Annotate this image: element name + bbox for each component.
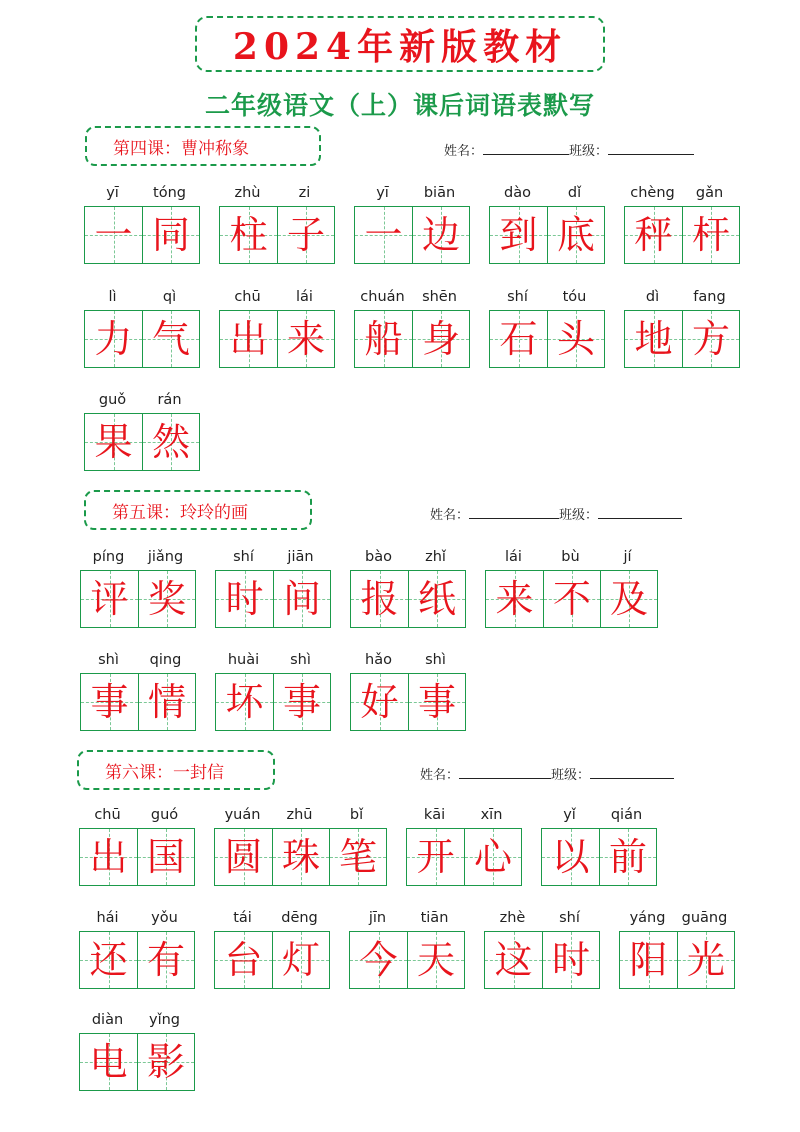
word-row [84,284,759,368]
pinyin-syllable: dǐ [567,185,582,201]
writing-grid [84,413,200,471]
pinyin-row [84,387,200,413]
hanzi-character: 今 [359,938,398,982]
pinyin-syllable: diàn [91,1012,124,1028]
pinyin-syllable: fang [693,289,726,305]
hanzi-character: 评 [90,577,129,621]
word-row [84,387,219,471]
lesson-label: 第四课：曹冲称象 [85,126,321,166]
vocab-word [484,905,600,989]
pinyin-syllable: chèng [630,185,675,201]
lesson-section [0,490,800,724]
pinyin-syllable: xīn [480,807,503,823]
vocab-word [354,284,470,368]
hanzi-character: 还 [89,938,128,982]
hanzi-character: 台 [224,938,263,982]
hanzi-character: 到 [499,213,538,257]
pinyin-syllable: zhǐ [425,549,446,565]
pinyin-syllable: lái [505,549,522,565]
pinyin-row [489,180,605,206]
pinyin-syllable: shí [507,289,528,305]
pinyin-syllable: lì [108,289,117,305]
vocab-word [350,544,466,628]
hanzi-character: 光 [686,938,725,982]
vocab-word [489,284,605,368]
pinyin-syllable: bào [365,549,392,565]
hanzi-character: 情 [147,680,186,724]
vocab-word [79,802,195,886]
tianzige-cell [80,1034,137,1090]
pinyin-syllable: biān [423,185,456,201]
tianzige-cell [682,311,739,367]
tianzige-cell [81,674,138,730]
hanzi-character: 头 [556,317,595,361]
pinyin-syllable: guāng [681,910,728,926]
pinyin-row [219,284,335,310]
pinyin-syllable: yī [376,185,389,201]
tianzige-cell [407,829,464,885]
pinyin-syllable: yǒu [151,910,178,926]
pinyin-row [485,544,658,570]
vocab-word [624,284,740,368]
vocab-word [215,544,331,628]
vocab-word [214,802,387,886]
pinyin-row [406,802,522,828]
pinyin-syllable: rán [157,392,182,408]
pinyin-syllable: yǐng [148,1012,180,1028]
pinyin-row [541,802,657,828]
tianzige-cell [350,932,407,988]
pinyin-syllable: qián [610,807,643,823]
title-frame [195,16,605,72]
page-subtitle: 二年级语文（上）课后词语表默写 [204,91,595,120]
pinyin-row [79,1007,195,1033]
writing-grid [214,828,387,886]
pinyin-row [624,180,740,206]
pinyin-row [214,905,330,931]
pinyin-syllable: hǎo [365,652,392,668]
word-row [79,802,676,886]
vocab-word [219,284,335,368]
hanzi-character: 笔 [338,835,377,879]
pinyin-syllable: lái [296,289,313,305]
pinyin-syllable: jí [623,549,632,565]
hanzi-character: 气 [151,317,190,361]
hanzi-character: 影 [146,1040,185,1084]
writing-grid [214,931,330,989]
pinyin-row [215,544,331,570]
name-class-fields [430,504,682,523]
writing-grid [624,206,740,264]
pinyin-syllable: shí [559,910,580,926]
hanzi-character: 时 [551,938,590,982]
tianzige-cell [355,207,412,263]
pinyin-row [350,544,466,570]
tianzige-cell [625,311,682,367]
hanzi-character: 身 [421,317,460,361]
tianzige-cell [85,311,142,367]
writing-grid [489,310,605,368]
pinyin-row [624,284,740,310]
hanzi-character: 果 [94,420,133,464]
writing-grid [485,570,658,628]
tianzige-cell [547,207,604,263]
tianzige-cell [215,932,272,988]
pinyin-syllable: bù [561,549,580,565]
class-label: 班级： [551,768,591,783]
hanzi-character: 力 [94,317,133,361]
pinyin-syllable: zhù [234,185,261,201]
vocab-word [84,387,200,471]
tianzige-cell [412,207,469,263]
hanzi-character: 事 [90,680,129,724]
pinyin-syllable: zhū [286,807,313,823]
tianzige-cell [408,571,465,627]
tianzige-cell [542,932,599,988]
tianzige-cell [137,932,194,988]
pinyin-row [80,544,196,570]
hanzi-character: 心 [473,835,512,879]
pinyin-row [219,180,335,206]
tianzige-cell [220,207,277,263]
hanzi-character: 开 [416,835,455,879]
pinyin-syllable: shēn [422,289,457,305]
hanzi-character: 杆 [691,213,730,257]
tianzige-cell [137,1034,194,1090]
hanzi-character: 方 [691,317,730,361]
vocab-word [619,905,735,989]
pinyin-row [214,802,387,828]
writing-grid [619,931,735,989]
tianzige-cell [677,932,734,988]
hanzi-character: 出 [89,835,128,879]
vocab-word [79,1007,195,1091]
pinyin-syllable: tóng [153,185,186,201]
pinyin-syllable: zhè [499,910,526,926]
hanzi-character: 船 [364,317,403,361]
pinyin-syllable: yuán [224,807,261,823]
vocab-word [214,905,330,989]
pinyin-row [84,180,200,206]
hanzi-character: 这 [494,938,533,982]
pinyin-row [80,647,196,673]
class-blank[interactable] [590,764,674,779]
pinyin-syllable: dì [645,289,660,305]
hanzi-character: 事 [282,680,321,724]
vocab-word [219,180,335,264]
hanzi-character: 好 [360,680,399,724]
vocab-word [84,284,200,368]
word-row [79,1007,214,1091]
hanzi-character: 一 [364,213,403,257]
name-class-fields [444,140,694,159]
writing-grid [219,310,335,368]
hanzi-character: 以 [551,835,590,879]
lesson-label: 第五课：玲玲的画 [84,490,312,530]
hanzi-character: 底 [556,213,595,257]
tianzige-cell [277,207,334,263]
tianzige-cell [81,571,138,627]
writing-grid [354,206,470,264]
hanzi-character: 秤 [634,213,673,257]
class-blank[interactable] [608,140,694,155]
hanzi-character: 时 [225,577,264,621]
pinyin-syllable: shì [290,652,311,668]
word-row [80,647,485,731]
writing-grid [541,828,657,886]
pinyin-syllable: gǎn [695,185,724,201]
hanzi-character: 地 [634,317,673,361]
hanzi-character: 国 [146,835,185,879]
pinyin-syllable: píng [92,549,125,565]
pinyin-syllable: tái [233,910,252,926]
tianzige-cell [216,674,273,730]
writing-grid [80,673,196,731]
hanzi-character: 子 [286,213,325,257]
tianzige-cell [486,571,543,627]
tianzige-cell [80,932,137,988]
pinyin-syllable: dào [504,185,531,201]
pinyin-syllable: qì [162,289,177,305]
vocab-word [485,544,658,628]
pinyin-syllable: jiǎng [147,549,184,565]
hanzi-character: 事 [417,680,456,724]
writing-grid [349,931,465,989]
hanzi-character: 柱 [229,213,268,257]
tianzige-cell [329,829,386,885]
word-row [79,905,754,989]
tianzige-cell [412,311,469,367]
tianzige-cell [137,829,194,885]
tianzige-cell [490,207,547,263]
lesson-header [0,490,800,540]
lesson-header [0,750,800,800]
pinyin-syllable: yǐ [563,807,576,823]
pinyin-syllable: qing [149,652,182,668]
tianzige-cell [272,829,329,885]
pinyin-syllable: shí [233,549,254,565]
tianzige-cell [142,207,199,263]
hanzi-character: 圆 [224,835,263,879]
pinyin-syllable: huài [227,652,260,668]
writing-grid [624,310,740,368]
name-class-fields [420,764,674,783]
tianzige-cell [216,571,273,627]
vocab-word [406,802,522,886]
vocab-word [489,180,605,264]
hanzi-character: 灯 [281,938,320,982]
tianzige-cell [272,932,329,988]
writing-grid [215,673,331,731]
vocab-word [80,544,196,628]
pinyin-syllable: bǐ [349,807,364,823]
lesson-section [0,750,800,1084]
pinyin-row [215,647,331,673]
tianzige-cell [543,571,600,627]
pinyin-row [619,905,735,931]
tianzige-cell [138,674,195,730]
hanzi-character: 天 [416,938,455,982]
tianzige-cell [138,571,195,627]
hanzi-character: 石 [499,317,538,361]
vocab-word [79,905,195,989]
writing-grid [354,310,470,368]
writing-grid [484,931,600,989]
pinyin-row [84,284,200,310]
tianzige-cell [142,311,199,367]
tianzige-cell [625,207,682,263]
tianzige-cell [351,571,408,627]
hanzi-character: 来 [495,577,534,621]
class-label: 班级： [569,144,609,159]
pinyin-syllable: chuán [360,289,405,305]
pinyin-row [79,802,195,828]
pinyin-syllable: tiān [420,910,449,926]
name-label: 姓名： [444,144,484,159]
hanzi-character: 然 [151,420,190,464]
tianzige-cell [80,829,137,885]
vocab-word [215,647,331,731]
hanzi-character: 电 [89,1040,128,1084]
tianzige-cell [273,571,330,627]
pinyin-syllable: guǒ [98,392,127,408]
hanzi-character: 一 [94,213,133,257]
tianzige-cell [490,311,547,367]
tianzige-cell [215,829,272,885]
pinyin-row [350,647,466,673]
writing-grid [215,570,331,628]
hanzi-character: 阳 [629,938,668,982]
lesson-header [0,126,800,176]
class-blank[interactable] [598,504,682,519]
hanzi-character: 珠 [281,835,320,879]
writing-grid [350,570,466,628]
pinyin-syllable: tóu [562,289,587,305]
writing-grid [489,206,605,264]
tianzige-cell [682,207,739,263]
tianzige-cell [408,674,465,730]
page-title: 2024年新版教材 [232,25,568,68]
pinyin-syllable: jiān [287,549,314,565]
lesson-label: 第六课：一封信 [77,750,275,790]
pinyin-syllable: jīn [368,910,387,926]
tianzige-cell [547,311,604,367]
hanzi-character: 纸 [417,577,456,621]
hanzi-character: 有 [146,938,185,982]
tianzige-cell [464,829,521,885]
pinyin-syllable: zi [298,185,311,201]
vocab-word [541,802,657,886]
vocab-word [350,647,466,731]
tianzige-cell [351,674,408,730]
pinyin-syllable: guó [150,807,179,823]
writing-grid [79,931,195,989]
tianzige-cell [220,311,277,367]
tianzige-cell [85,414,142,470]
pinyin-syllable: yī [106,185,119,201]
tianzige-cell [485,932,542,988]
tianzige-cell [85,207,142,263]
pinyin-row [349,905,465,931]
writing-grid [84,206,200,264]
writing-grid [79,828,195,886]
hanzi-character: 奖 [147,577,186,621]
hanzi-character: 边 [421,213,460,257]
pinyin-row [354,180,470,206]
vocab-word [80,647,196,731]
word-row [80,544,677,628]
hanzi-character: 及 [609,577,648,621]
pinyin-row [79,905,195,931]
pinyin-syllable: yáng [629,910,666,926]
pinyin-row [484,905,600,931]
pinyin-syllable: hái [96,910,119,926]
pinyin-syllable: chū [94,807,121,823]
vocab-word [84,180,200,264]
hanzi-character: 前 [608,835,647,879]
pinyin-syllable: dēng [281,910,318,926]
tianzige-cell [599,829,656,885]
tianzige-cell [355,311,412,367]
writing-grid [80,570,196,628]
writing-grid [219,206,335,264]
pinyin-syllable: chū [234,289,261,305]
lesson-section [0,126,800,464]
tianzige-cell [620,932,677,988]
name-blank[interactable] [459,764,551,779]
writing-grid [350,673,466,731]
tianzige-cell [273,674,330,730]
tianzige-cell [542,829,599,885]
word-row [84,180,759,264]
writing-grid [84,310,200,368]
hanzi-character: 出 [229,317,268,361]
hanzi-character: 间 [282,577,321,621]
pinyin-syllable: kāi [423,807,446,823]
name-label: 姓名： [430,508,470,523]
name-label: 姓名： [420,768,460,783]
pinyin-row [489,284,605,310]
class-label: 班级： [559,508,599,523]
hanzi-character: 报 [360,577,399,621]
pinyin-syllable: shì [98,652,119,668]
hanzi-character: 来 [286,317,325,361]
tianzige-cell [142,414,199,470]
name-blank[interactable] [483,140,569,155]
name-blank[interactable] [469,504,559,519]
pinyin-syllable: shì [425,652,446,668]
vocab-word [624,180,740,264]
tianzige-cell [277,311,334,367]
tianzige-cell [407,932,464,988]
vocab-word [354,180,470,264]
pinyin-row [354,284,470,310]
hanzi-character: 不 [552,577,591,621]
writing-grid [79,1033,195,1091]
tianzige-cell [600,571,657,627]
hanzi-character: 同 [151,213,190,257]
vocab-word [349,905,465,989]
hanzi-character: 坏 [225,680,264,724]
writing-grid [406,828,522,886]
